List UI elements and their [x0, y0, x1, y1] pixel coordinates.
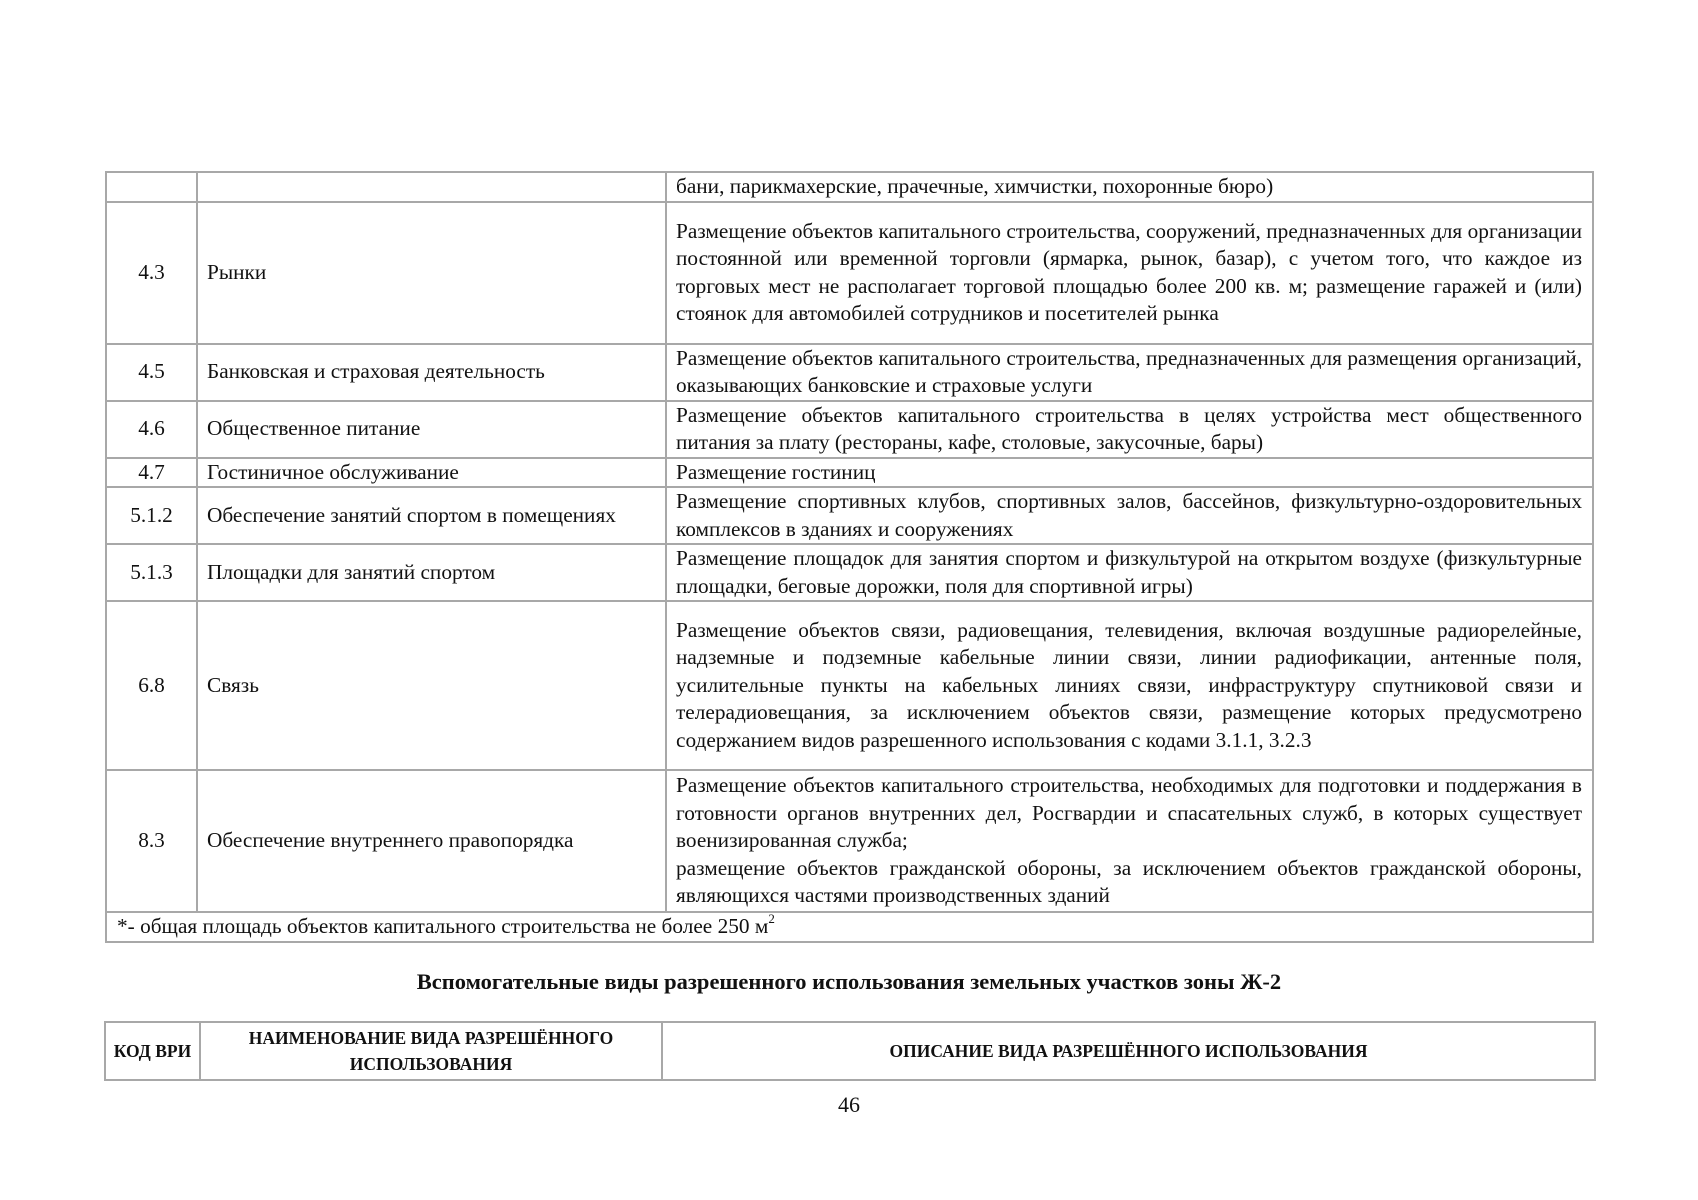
name-cell — [197, 172, 666, 202]
description-text: бани, парикмахерские, прачечные, химчистки, похоронные бюро) — [676, 174, 1274, 198]
description-text: Размещение площадок для занятия спортом и физкультурой на открытом воздухе (физкультурные площадки, беговые дорожки, поля для спортивной игры) — [676, 546, 1582, 598]
table-row — [106, 601, 1593, 770]
code-cell — [106, 172, 197, 202]
code-cell: 4.5 — [106, 344, 197, 401]
code-cell: 4.6 — [106, 401, 197, 458]
table-row-continuation — [106, 172, 1593, 202]
description-text: Размещение объектов капитального строительства в целях устройства мест общественного питания за плату (рестораны, кафе, столовые, закусочные, бары) — [676, 402, 1582, 454]
description-cell — [666, 601, 1593, 770]
name-cell: Площадки для занятий спортом — [197, 544, 666, 601]
section-title: Вспомогательные виды разрешенного использования земельных участков зоны Ж-2 — [416, 969, 1282, 994]
code-cell: 4.3 — [106, 202, 197, 344]
footnote-row — [106, 912, 1593, 942]
table-row — [106, 202, 1593, 344]
description-text: Размещение объектов капитального строительства, необходимых для подготовки и поддержания в готовности органов внутренних дел, Росгвардии и спасательных служб, в которых существует военизированная служба; — [676, 773, 1582, 853]
header-row — [105, 1022, 1595, 1080]
name-cell: Связь — [197, 601, 666, 770]
name-cell: Банковская и страховая деятельность — [197, 344, 666, 401]
header-name: НАИМЕНОВАНИЕ ВИДА РАЗРЕШЁННОГО ИСПОЛЬЗОВАНИЯ — [200, 1022, 662, 1080]
description-text: Размещение объектов связи, радиовещания, телевидения, включая воздушные радиорелейные, надземные и подземные кабельные линии связи, линии радиофикации, антенные поля, усилительные пункты на кабельных линиях связи, инфраструктуру спутниковой связи и телерадиовещания, за исключением объектов связи, размещение которых предусмотрено содержанием видов разрешенного использования с кодами 3.1.1, 3.2.3 — [676, 617, 1582, 752]
header-description: ОПИСАНИЕ ВИДА РАЗРЕШЁННОГО ИСПОЛЬЗОВАНИЯ — [662, 1022, 1595, 1080]
description-cell — [666, 344, 1593, 401]
table-row — [106, 770, 1593, 912]
description-cell — [666, 487, 1593, 544]
description-text: Размещение объектов капитального строительства, предназначенных для размещения организаций, оказывающих банковские и страховые услуги — [676, 345, 1582, 397]
description-cell — [666, 202, 1593, 344]
description-cell — [666, 458, 1593, 488]
table-row — [106, 458, 1593, 488]
footnote-text: *- общая площадь объектов капитального строительства не более 250 м — [117, 914, 769, 938]
description-cell — [666, 544, 1593, 601]
description-cell — [666, 401, 1593, 458]
description-cell — [666, 770, 1593, 912]
code-cell: 4.7 — [106, 458, 197, 488]
description-text: Размещение объектов капитального строительства, сооружений, предназначенных для организации постоянной или временной торговли (ярмарка, рынок, базар), с учетом того, что каждое из торговых мест не располагает торговой площадью более 200 кв. м; размещение гаражей и (или) стоянок для автомобилей сотрудников и посетителей рынка — [676, 218, 1582, 325]
table-row — [106, 344, 1593, 401]
code-cell: 5.1.3 — [106, 544, 197, 601]
code-cell: 8.3 — [106, 770, 197, 912]
name-cell: Рынки — [197, 202, 666, 344]
auxiliary-uses-table-header — [104, 1021, 1596, 1081]
header-code: КОД ВРИ — [105, 1022, 200, 1080]
description-text: размещение объектов гражданской обороны, за исключением объектов гражданской обороны, являющихся частями производственных зданий — [676, 855, 1582, 908]
permitted-use-table — [105, 171, 1594, 943]
name-cell: Обеспечение внутреннего правопорядка — [197, 770, 666, 912]
description-cell — [666, 172, 1593, 202]
table-row — [106, 487, 1593, 544]
footnote-superscript: 2 — [768, 910, 775, 926]
description-text: Размещение спортивных клубов, спортивных залов, бассейнов, физкультурно-оздоровительных комплексов в зданиях и сооружениях — [676, 489, 1582, 541]
page-number: 46 — [838, 1092, 860, 1117]
table-row — [106, 544, 1593, 601]
footnote-cell — [106, 912, 1593, 942]
name-cell: Общественное питание — [197, 401, 666, 458]
table-row — [106, 401, 1593, 458]
code-cell: 6.8 — [106, 601, 197, 770]
name-cell: Гостиничное обслуживание — [197, 458, 666, 488]
permitted-use-table-body — [106, 172, 1593, 942]
description-text: Размещение гостиниц — [676, 459, 876, 484]
code-cell: 5.1.2 — [106, 487, 197, 544]
name-cell: Обеспечение занятий спортом в помещениях — [197, 487, 666, 544]
